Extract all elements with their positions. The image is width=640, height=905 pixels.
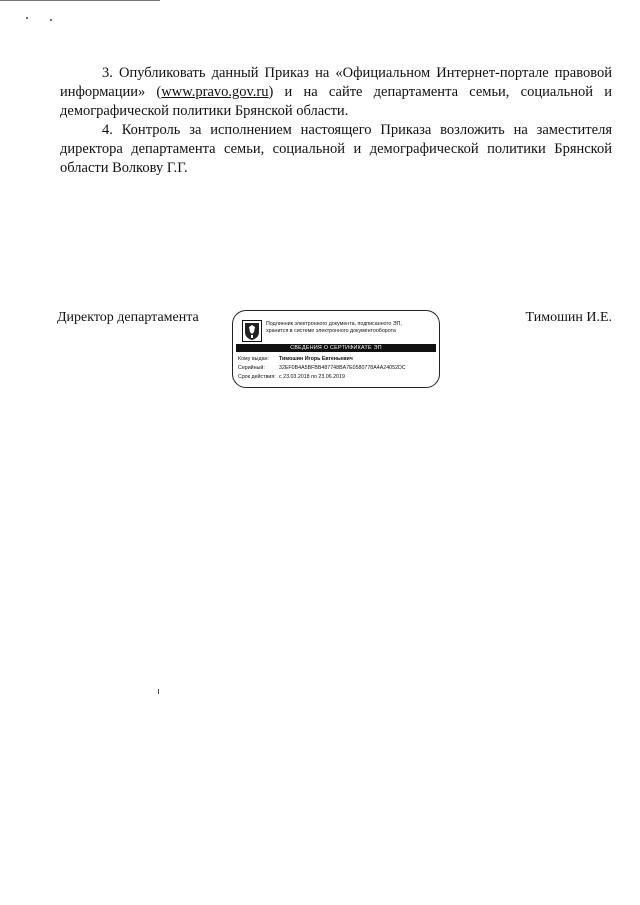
scan-speck (158, 689, 159, 694)
stamp-validity-label: Срок действия: (238, 374, 276, 380)
stamp-serial-value: 32EF0B4A5BFBB487748BA7E0580778A4A24052DC (279, 365, 406, 371)
scan-speck (50, 19, 52, 21)
scan-speck (26, 17, 28, 19)
stamp-serial-label: Серийный: (238, 365, 265, 371)
signatory-name: Тимошин И.Е. (525, 310, 612, 325)
stamp-owner-label: Кому выдан: (238, 356, 269, 362)
paragraph-3 (60, 64, 612, 121)
stamp-validity-row (238, 374, 345, 381)
stamp-validity-value: с 23.03.2018 по 23.06.2019 (279, 374, 345, 380)
stamp-serial-row (238, 365, 406, 372)
stamp-owner-value: Тимошин Игорь Евгеньевич (279, 356, 353, 362)
paragraph-4: 4. Контроль за исполнением настоящего Приказа возложить на заместителя директора департамента семьи, социальной и демографической политики Брянской области Волкову Г.Г. (60, 122, 612, 176)
electronic-signature-stamp (232, 310, 440, 388)
coat-of-arms-icon (242, 320, 262, 342)
paragraph-3-text: 3. Опубликовать данный Приказ на «Официальном Интернет-портале правовой информации» ( (60, 65, 612, 100)
stamp-owner-row (238, 356, 353, 363)
order-body (60, 64, 612, 178)
stamp-header (266, 321, 436, 335)
stamp-title: СВЕДЕНИЯ О СЕРТИФИКАТЕ ЭП (236, 344, 436, 352)
scan-edge-line (0, 0, 160, 1)
pravo-link[interactable]: www.pravo.gov.ru (161, 84, 269, 100)
stamp-header-line: Подлинник электронного документа, подписанного ЭП, (266, 321, 402, 327)
paragraph-3-text-end: ) и на сайте департамента семьи, социальной и демографической политики Брянской области. (60, 84, 612, 119)
stamp-header-line: хранится в системе электронного документооборота (266, 328, 396, 334)
signatory-position: Директор департамента (57, 310, 199, 325)
